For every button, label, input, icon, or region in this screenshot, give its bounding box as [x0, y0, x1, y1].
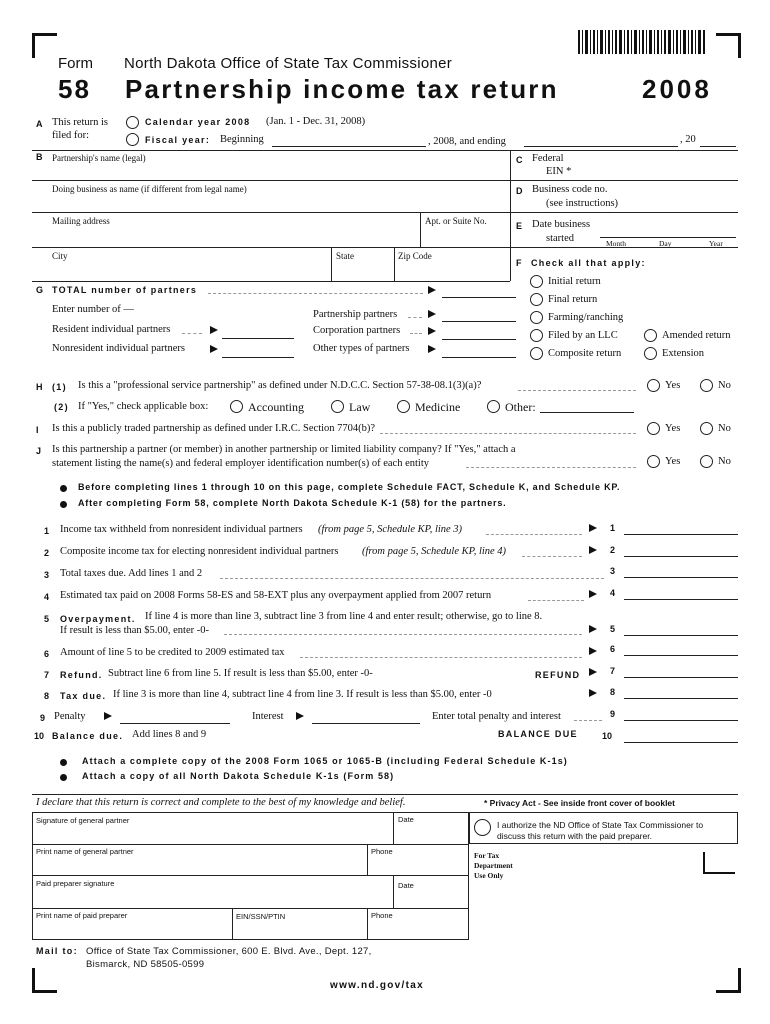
filed-by-llc-label: Filed by an LLC [548, 330, 618, 341]
line-9-number: 9 [40, 713, 46, 723]
office-use-corner-left [703, 852, 735, 874]
general-phone-label: Phone [371, 847, 393, 856]
line-10-number: 10 [34, 731, 45, 741]
line-6-number: 6 [44, 649, 50, 659]
section-j-letter: J [36, 446, 42, 456]
line-2-box-num: 2 [610, 545, 616, 555]
line-3-text: Total taxes due. Add lines 1 and 2 [60, 568, 203, 579]
print-preparer-field[interactable] [36, 922, 228, 938]
line-5-arrow [589, 625, 597, 633]
calendar-year-dates: (Jan. 1 - Dec. 31, 2008) [266, 116, 366, 127]
j-yes-radio[interactable] [647, 455, 660, 468]
bullet-attach-1 [60, 759, 67, 766]
agency-name: North Dakota Office of State Tax Commissioner [124, 55, 453, 72]
corner-mark-top-right [716, 33, 741, 58]
corporation-partners-leader [410, 333, 422, 334]
corporation-partners-label: Corporation partners [313, 325, 401, 336]
attach-note-2: Attach a copy of all North Dakota Schedule K-1s (Form 58) [82, 771, 395, 781]
resident-partners-label: Resident individual partners [52, 324, 171, 335]
farming-ranching-radio[interactable] [530, 311, 543, 324]
partnership-partners-leader [408, 317, 422, 318]
line-2-text: Composite income tax for electing nonresident individual partners [60, 546, 339, 557]
section-j-text-2: statement listing the name(s) and federal employer identification number(s) of each entity [52, 458, 429, 469]
other-label: Other: [505, 400, 536, 414]
line-3-box-num: 3 [610, 566, 616, 576]
section-h-q1-num: (1) [52, 382, 67, 392]
h1-yes-label: Yes [665, 380, 681, 391]
sig-vline-phone [367, 844, 368, 875]
fiscal-end-year-field[interactable] [700, 146, 736, 147]
state-label: State [336, 251, 354, 261]
fiscal-end-field[interactable] [524, 146, 678, 147]
line-4-amount-field[interactable] [624, 599, 738, 600]
line-7-amount-field[interactable] [624, 677, 738, 678]
bullet-before [60, 485, 67, 492]
line-1-number: 1 [44, 526, 50, 536]
extension-label: Extension [662, 348, 704, 359]
line-7-refund-label: REFUND [535, 670, 581, 680]
apt-suite-label: Apt. or Suite No. [425, 216, 487, 226]
interest-field[interactable] [312, 723, 420, 724]
general-phone-field[interactable] [371, 858, 465, 873]
partnership-name-field[interactable] [52, 166, 502, 180]
sig-hline-2 [32, 875, 469, 876]
grid-line-b1 [32, 180, 738, 181]
preparer-phone-field[interactable] [371, 922, 465, 938]
grid-vline-main [510, 150, 511, 281]
accounting-radio[interactable] [230, 400, 243, 413]
line-7-box-num: 7 [610, 666, 616, 676]
line-5-amount-field[interactable] [624, 635, 738, 636]
mailing-address-label: Mailing address [52, 216, 110, 226]
city-label: City [52, 251, 68, 261]
line-5-text-2: If result is less than $5.00, enter -0- [60, 625, 210, 636]
line-6-text: Amount of line 5 to be credited to 2009 estimated tax [60, 647, 285, 658]
instruction-before: Before completing lines 1 through 10 on this page, complete Schedule FACT, Schedule K, and Schedule KP. [78, 482, 621, 492]
line-7-arrow [589, 668, 597, 676]
date-month-label: Month [606, 239, 627, 248]
accounting-label: Accounting [248, 400, 304, 414]
business-code-field[interactable] [630, 190, 730, 206]
line-7-number: 7 [44, 670, 50, 680]
sig-vline-phone2 [367, 908, 368, 940]
section-h-q1-leader [518, 390, 636, 391]
section-i-letter: I [36, 425, 39, 435]
business-code-label: Business code no. [532, 184, 608, 195]
section-e-letter: E [516, 221, 523, 231]
state-field[interactable] [336, 264, 391, 278]
section-h-q1-text: Is this a "professional service partnership" as defined under N.D.C.C. Section 57-38-08.1(3)(a)? [78, 380, 482, 391]
line-9-amount-field[interactable] [624, 720, 738, 721]
zip-code-field[interactable] [398, 264, 503, 278]
mail-address-1: Office of State Tax Commissioner, 600 E. Blvd. Ave., Dept. 127, [86, 946, 372, 957]
section-f-letter: F [516, 258, 522, 268]
mail-to-label: Mail to: [36, 946, 78, 956]
total-partners-field[interactable] [442, 297, 516, 298]
h1-no-label: No [718, 380, 731, 391]
line-8-bold: Tax due. [60, 691, 107, 701]
total-partners-arrow [428, 286, 436, 294]
section-b-letter: B [36, 152, 43, 162]
section-j-leader [466, 467, 636, 468]
line-5-bold: Overpayment. [60, 614, 136, 624]
print-general-partner-field[interactable] [36, 858, 362, 873]
sig-vline-ein [232, 908, 233, 940]
ein-ssn-ptin-label: EIN/SSN/PTIN [236, 912, 286, 921]
nonresident-partners-field[interactable] [222, 357, 294, 358]
city-field[interactable] [52, 264, 327, 278]
business-code-sub: (see instructions) [546, 198, 619, 209]
corner-mark-top-left [32, 33, 57, 58]
section-a-label-1: This return is [52, 117, 108, 128]
corner-mark-bottom-left [32, 968, 57, 993]
form-label: Form [58, 55, 93, 72]
line-2-arrow [589, 546, 597, 554]
general-partner-signature-label: Signature of general partner [36, 816, 130, 825]
line-2-leader [522, 556, 582, 557]
section-j-text-1: Is this partnership a partner (or member) in another partnership or limited liability company? If "Yes," attach a [52, 444, 516, 455]
resident-partners-field[interactable] [222, 338, 294, 339]
total-penalty-label: Enter total penalty and interest [432, 711, 561, 722]
sig-grid-top [32, 794, 738, 795]
federal-ein-field[interactable] [590, 160, 730, 176]
apt-suite-field[interactable] [425, 230, 505, 244]
section-h-q2-num: (2) [54, 402, 69, 412]
amended-return-radio[interactable] [644, 329, 657, 342]
website: www.nd.gov/tax [330, 980, 424, 991]
date-started-label: Date business [532, 219, 591, 230]
sig-vline-date [393, 812, 394, 844]
grid-line-top [32, 150, 738, 151]
section-a-letter: A [36, 119, 43, 129]
partnership-partners-arrow [428, 310, 436, 318]
preparer-signature-label: Paid preparer signature [36, 879, 115, 888]
h1-yes-radio[interactable] [647, 379, 660, 392]
composite-return-radio[interactable] [530, 347, 543, 360]
farming-ranching-label: Farming/ranching [548, 312, 624, 323]
line-8-arrow [589, 689, 597, 697]
law-radio[interactable] [331, 400, 344, 413]
partnership-partners-label: Partnership partners [313, 309, 398, 320]
line-10-bold: Balance due. [52, 731, 124, 741]
form-number: 58 [58, 74, 91, 104]
line-4-box-num: 4 [610, 588, 616, 598]
line-1-box-num: 1 [610, 523, 616, 533]
grid-vline-zip [394, 247, 395, 281]
line-6-amount-field[interactable] [624, 655, 738, 656]
corporation-partners-field[interactable] [442, 339, 516, 340]
line-8-box-num: 8 [610, 687, 616, 697]
line-10-text: Add lines 8 and 9 [132, 729, 207, 740]
grid-line-b2 [32, 212, 738, 213]
general-partner-signature-field[interactable] [36, 826, 388, 842]
grid-line-b3 [32, 247, 738, 248]
section-g-letter: G [36, 285, 44, 295]
zip-code-label: Zip Code [398, 251, 432, 261]
instruction-after: After completing Form 58, complete North Dakota Schedule K-1 (58) for the partners. [78, 498, 507, 508]
fiscal-beginning-label: Beginning [220, 134, 264, 145]
interest-arrow [296, 712, 304, 720]
line-3-leader [220, 578, 604, 579]
sig-hline-1 [32, 844, 469, 845]
preparer-phone-label: Phone [371, 911, 393, 920]
date-year-label: Year [709, 239, 723, 248]
authorize-text-2: discuss this return with the paid preparer. [497, 831, 652, 841]
j-yes-label: Yes [665, 456, 681, 467]
amended-return-label: Amended return [662, 330, 731, 341]
final-return-label: Final return [548, 294, 598, 305]
composite-return-label: Composite return [548, 348, 622, 359]
for-tax-dept-2: Department [474, 861, 513, 870]
corner-mark-bottom-right [716, 968, 741, 993]
grid-vline-apt [420, 212, 421, 247]
section-a-label-2: filed for: [52, 130, 90, 141]
line-4-arrow [589, 590, 597, 598]
other-partners-label: Other types of partners [313, 343, 410, 354]
mailing-address-field[interactable] [52, 230, 417, 244]
partnership-name-label: Partnership's name (legal) [52, 153, 146, 163]
other-radio[interactable] [487, 400, 500, 413]
j-no-label: No [718, 456, 731, 467]
nonresident-partners-arrow [210, 345, 218, 353]
line-1-ref: (from page 5, Schedule KP, line 3) [318, 524, 463, 535]
i-no-label: No [718, 423, 731, 434]
resident-partners-arrow [210, 326, 218, 334]
date-started-sub: started [546, 233, 574, 244]
law-label: Law [349, 400, 371, 414]
filed-by-llc-radio[interactable] [530, 329, 543, 342]
i-yes-label: Yes [665, 423, 681, 434]
mail-address-2: Bismarck, ND 58505-0599 [86, 959, 205, 970]
date-started-field[interactable] [600, 237, 736, 238]
line-4-number: 4 [44, 592, 50, 602]
calendar-year-label: Calendar year 2008 [145, 117, 251, 127]
line-8-amount-field[interactable] [624, 698, 738, 699]
penalty-label: Penalty [54, 711, 86, 722]
privacy-note: * Privacy Act - See inside front cover of booklet [484, 798, 675, 808]
sig-hline-3 [32, 908, 469, 909]
attach-note-1: Attach a complete copy of the 2008 Form 1065 or 1065-B (including Federal Schedule K-1s) [82, 756, 568, 766]
barcode-graphic [578, 30, 706, 54]
medicine-label: Medicine [415, 400, 461, 414]
line-10-amount-field[interactable] [624, 742, 738, 743]
line-4-leader [528, 600, 584, 601]
line-4-text: Estimated tax paid on 2008 Forms 58-ES and 58-EXT plus any overpayment applied from 2007 return [60, 590, 492, 601]
line-9-box-num: 9 [610, 709, 616, 719]
line-2-ref: (from page 5, Schedule KP, line 4) [362, 546, 507, 557]
section-h-q2-text: If "Yes," check applicable box: [78, 401, 209, 412]
print-preparer-label: Print name of paid preparer [36, 911, 128, 920]
declaration-text: I declare that this return is correct and complete to the best of my knowledge and belief. [36, 797, 406, 808]
fiscal-year-radio[interactable] [126, 133, 139, 146]
line-1-text: Income tax withheld from nonresident individual partners [60, 524, 303, 535]
other-partners-field[interactable] [442, 357, 516, 358]
line-2-number: 2 [44, 548, 50, 558]
line-6-arrow [589, 647, 597, 655]
preparer-date-field[interactable] [398, 892, 464, 906]
section-i-leader [380, 433, 636, 434]
corporation-partners-arrow [428, 327, 436, 335]
line-6-box-num: 6 [610, 644, 616, 654]
line-3-number: 3 [44, 570, 50, 580]
line-1-amount-field[interactable] [624, 534, 738, 535]
ein-ssn-ptin-field[interactable] [236, 923, 362, 938]
penalty-field[interactable] [120, 723, 230, 724]
for-tax-dept-3: Use Only [474, 871, 504, 880]
bullet-attach-2 [60, 774, 67, 781]
total-partners-leader [208, 293, 423, 294]
i-yes-radio[interactable] [647, 422, 660, 435]
extension-radio[interactable] [644, 347, 657, 360]
section-d-letter: D [516, 186, 523, 196]
section-i-text: Is this a publicly traded partnership as defined under I.R.C. Section 7704(b)? [52, 423, 376, 434]
preparer-date-label: Date [398, 881, 414, 890]
i-no-radio[interactable] [700, 422, 713, 435]
section-c-letter: C [516, 155, 523, 165]
line-1-leader [486, 534, 582, 535]
federal-ein-label: Federal [532, 153, 564, 164]
fiscal-ending-label: , 2008, and ending [428, 136, 506, 147]
other-partners-arrow [428, 345, 436, 353]
line-6-leader [300, 657, 582, 658]
initial-return-label: Initial return [548, 276, 601, 287]
sig-vline-date2 [393, 875, 394, 908]
final-return-radio[interactable] [530, 293, 543, 306]
federal-ein-sub: EIN * [546, 166, 572, 177]
for-tax-dept-1: For Tax [474, 851, 500, 860]
penalty-arrow [104, 712, 112, 720]
dba-name-label: Doing business as name (if different from legal name) [52, 184, 247, 194]
date-day-label: Day [659, 239, 672, 248]
total-partners-label: TOTAL number of partners [52, 285, 198, 295]
dba-name-field[interactable] [52, 197, 502, 211]
line-5-box-num: 5 [610, 624, 616, 634]
line-7-bold: Refund. [60, 670, 103, 680]
enter-number-label: Enter number of — [52, 304, 134, 315]
authorize-text-1: I authorize the ND Office of State Tax Commissioner to [497, 820, 704, 830]
authorize-preparer-radio[interactable] [474, 819, 491, 836]
print-general-partner-label: Print name of general partner [36, 847, 134, 856]
balance-due-label: BALANCE DUE [498, 729, 578, 739]
line-8-number: 8 [44, 691, 50, 701]
other-profession-field[interactable] [540, 412, 634, 413]
signature-date-label: Date [398, 815, 414, 824]
signature-date-field[interactable] [398, 826, 464, 842]
fiscal-year-20: , 20 [680, 134, 696, 145]
partnership-partners-field[interactable] [442, 321, 516, 322]
initial-return-radio[interactable] [530, 275, 543, 288]
medicine-radio[interactable] [397, 400, 410, 413]
line-8-text: If line 3 is more than line 4, subtract line 4 from line 3. If result is less than $5.00, enter -0 [113, 689, 492, 700]
grid-line-b4 [32, 281, 510, 282]
resident-partners-leader [182, 333, 202, 334]
line-7-text: Subtract line 6 from line 5. If result is less than $5.00, enter -0- [108, 668, 373, 679]
line-3-amount-field[interactable] [624, 577, 738, 578]
line-5-text-1: If line 4 is more than line 3, subtract line 3 from line 4 and enter result; otherwise, go to line 8. [145, 611, 543, 622]
section-f-title: Check all that apply: [531, 258, 646, 268]
j-no-radio[interactable] [700, 455, 713, 468]
page-title: Partnership income tax return [125, 74, 559, 104]
fiscal-year-label: Fiscal year: [145, 135, 211, 145]
h1-no-radio[interactable] [700, 379, 713, 392]
tax-year: 2008 [642, 74, 712, 104]
interest-label: Interest [252, 711, 284, 722]
line-10-box-num: 10 [602, 731, 613, 741]
section-h-letter: H [36, 382, 44, 392]
line-5-number: 5 [44, 614, 50, 624]
grid-vline-state [331, 247, 332, 281]
bullet-after [60, 501, 67, 508]
line-9-leader [574, 720, 602, 721]
line-2-amount-field[interactable] [624, 556, 738, 557]
line-5-leader [224, 634, 582, 635]
fiscal-begin-field[interactable] [272, 146, 426, 147]
nonresident-partners-label: Nonresident individual partners [52, 343, 185, 354]
line-1-arrow [589, 524, 597, 532]
preparer-signature-field[interactable] [36, 890, 388, 906]
calendar-year-radio[interactable] [126, 116, 139, 129]
